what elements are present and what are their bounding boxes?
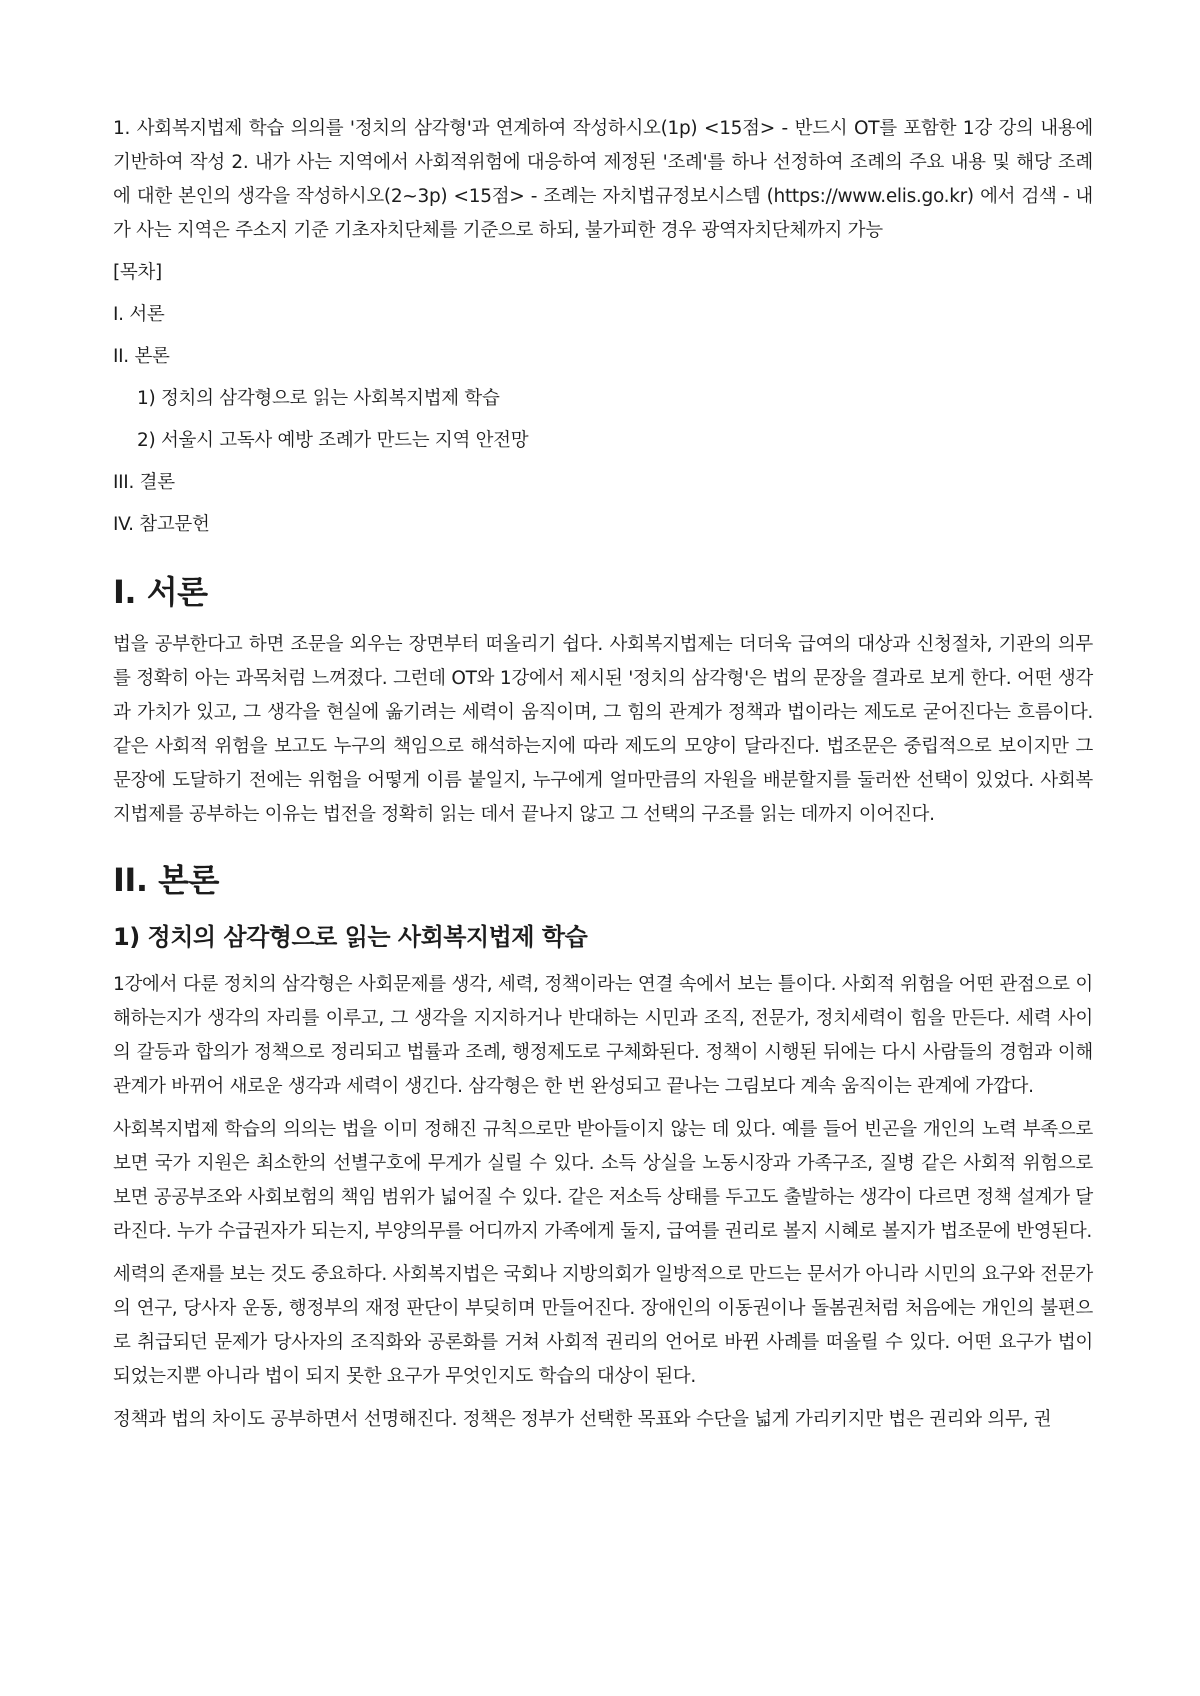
toc-item-introduction: I. 서론: [113, 304, 165, 325]
document-page: [113, 112, 1093, 1446]
body-paragraph: 사회복지법제 학습의 의의는 법을 이미 정해진 규칙으로만 받아들이지 않는 데 있다. 예를 들어 빈곤을 개인의 노력 부족으로 보면 국가 지원은 최소한의 선별구호에 무게가 실릴 수 있다. 소득 상실을 노동시장과 가족구조, 질병 같은 사회적 위험으로 보면 공공부조와 사회보험의 책임 범위가 넓어질 수 있다. 같은 저소득 상태를 두고도 출발하는 생각이 다르면 정책 설계가 달라진다. 누가 수급권자가 되는지, 부양의무를 어디까지 가족에게 둘지, 급여를 권리로 볼지 시혜로 볼지가 법조문에 반영된다.: [113, 1119, 1093, 1242]
toc-item-section-1: 1) 정치의 삼각형으로 읽는 사회복지법제 학습: [137, 388, 500, 409]
body-paragraph: 세력의 존재를 보는 것도 중요하다. 사회복지법은 국회나 지방의회가 일방적으로 만드는 문서가 아니라 시민의 요구와 전문가의 연구, 당사자 운동, 행정부의 재정 판단이 부딪히며 만들어진다. 장애인의 이동권이나 돌봄권처럼 처음에는 개인의 불편으로 취급되던 문제가 당사자의 조직화와 공론화를 거쳐 사회적 권리의 언어로 바뀐 사례를 떠올릴 수 있다. 어떤 요구가 법이 되었는지뿐 아니라 법이 되지 못한 요구가 무엇인지도 학습의 대상이 된다.: [113, 1264, 1093, 1387]
introduction-paragraph: 법을 공부한다고 하면 조문을 외우는 장면부터 떠올리기 쉽다. 사회복지법제는 더더욱 급여의 대상과 신청절차, 기관의 의무를 정확히 아는 과목처럼 느껴졌다. 그런데 OT와 1강에서 제시된 '정치의 삼각형'은 법의 문장을 결과로 보게 한다. 어떤 생각과 가치가 있고, 그 생각을 현실에 옮기려는 세력이 움직이며, 그 힘의 관계가 정책과 법이라는 제도로 굳어진다는 흐름이다. 같은 사회적 위험을 보고도 누구의 책임으로 해석하는지에 따라 제도의 모양이 달라진다. 법조문은 중립적으로 보이지만 그 문장에 도달하기 전에는 위험을 어떻게 이름 붙일지, 누구에게 얼마만큼의 자원을 배분할지를 둘러싼 선택이 있었다. 사회복지법제를 공부하는 이유는 법전을 정확히 읽는 데서 끝나지 않고 그 선택의 구조를 읽는 데까지 이어진다.: [113, 634, 1093, 825]
toc-item-conclusion: III. 결론: [113, 472, 175, 493]
toc-title: [목차]: [113, 262, 162, 283]
introduction-heading: I. 서론: [113, 573, 208, 611]
table-of-contents: [113, 260, 1093, 538]
body-paragraph: 1강에서 다룬 정치의 삼각형은 사회문제를 생각, 세력, 정책이라는 연결 속에서 보는 틀이다. 사회적 위험을 어떤 관점으로 이해하는지가 생각의 자리를 이루고, 그 생각을 지지하거나 반대하는 시민과 조직, 전문가, 정치세력이 힘을 만든다. 세력 사이의 갈등과 합의가 정책으로 정리되고 법률과 조례, 행정제도로 구체화된다. 정책이 시행된 뒤에는 다시 사람들의 경험과 이해관계가 바뀌어 새로운 생각과 세력이 생긴다. 삼각형은 한 번 완성되고 끝나는 그림보다 계속 움직이는 관계에 가깝다.: [113, 974, 1093, 1097]
toc-item-main-body: II. 본론: [113, 346, 170, 367]
section-1-heading: 1) 정치의 삼각형으로 읽는 사회복지법제 학습: [113, 923, 588, 951]
main-body-heading: II. 본론: [113, 861, 219, 899]
toc-item-section-2: 2) 서울시 고독사 예방 조례가 만드는 지역 안전망: [137, 430, 529, 451]
toc-item-references: IV. 참고문헌: [113, 514, 210, 535]
assignment-prompt: 1. 사회복지법제 학습 의의를 '정치의 삼각형'과 연계하여 작성하시오(1p) <15점> - 반드시 OT를 포함한 1강 강의 내용에 기반하여 작성 2. 내가 사는 지역에서 사회적위험에 대응하여 제정된 '조례'를 하나 선정하여 조례의 주요 내용 및 해당 조례에 대한 본인의 생각을 작성하시오(2~3p) <15점> - 조례는 자치법규정보시스템 (https://www.elis.go.kr) 에서 검색 - 내가 사는 지역은 주소지 기준 기초자치단체를 기준으로 하되, 불가피한 경우 광역자치단체까지 가능: [113, 118, 1093, 241]
body-paragraph: 정책과 법의 차이도 공부하면서 선명해진다. 정책은 정부가 선택한 목표와 수단을 넓게 가리키지만 법은 권리와 의무, 권: [113, 1409, 1052, 1430]
